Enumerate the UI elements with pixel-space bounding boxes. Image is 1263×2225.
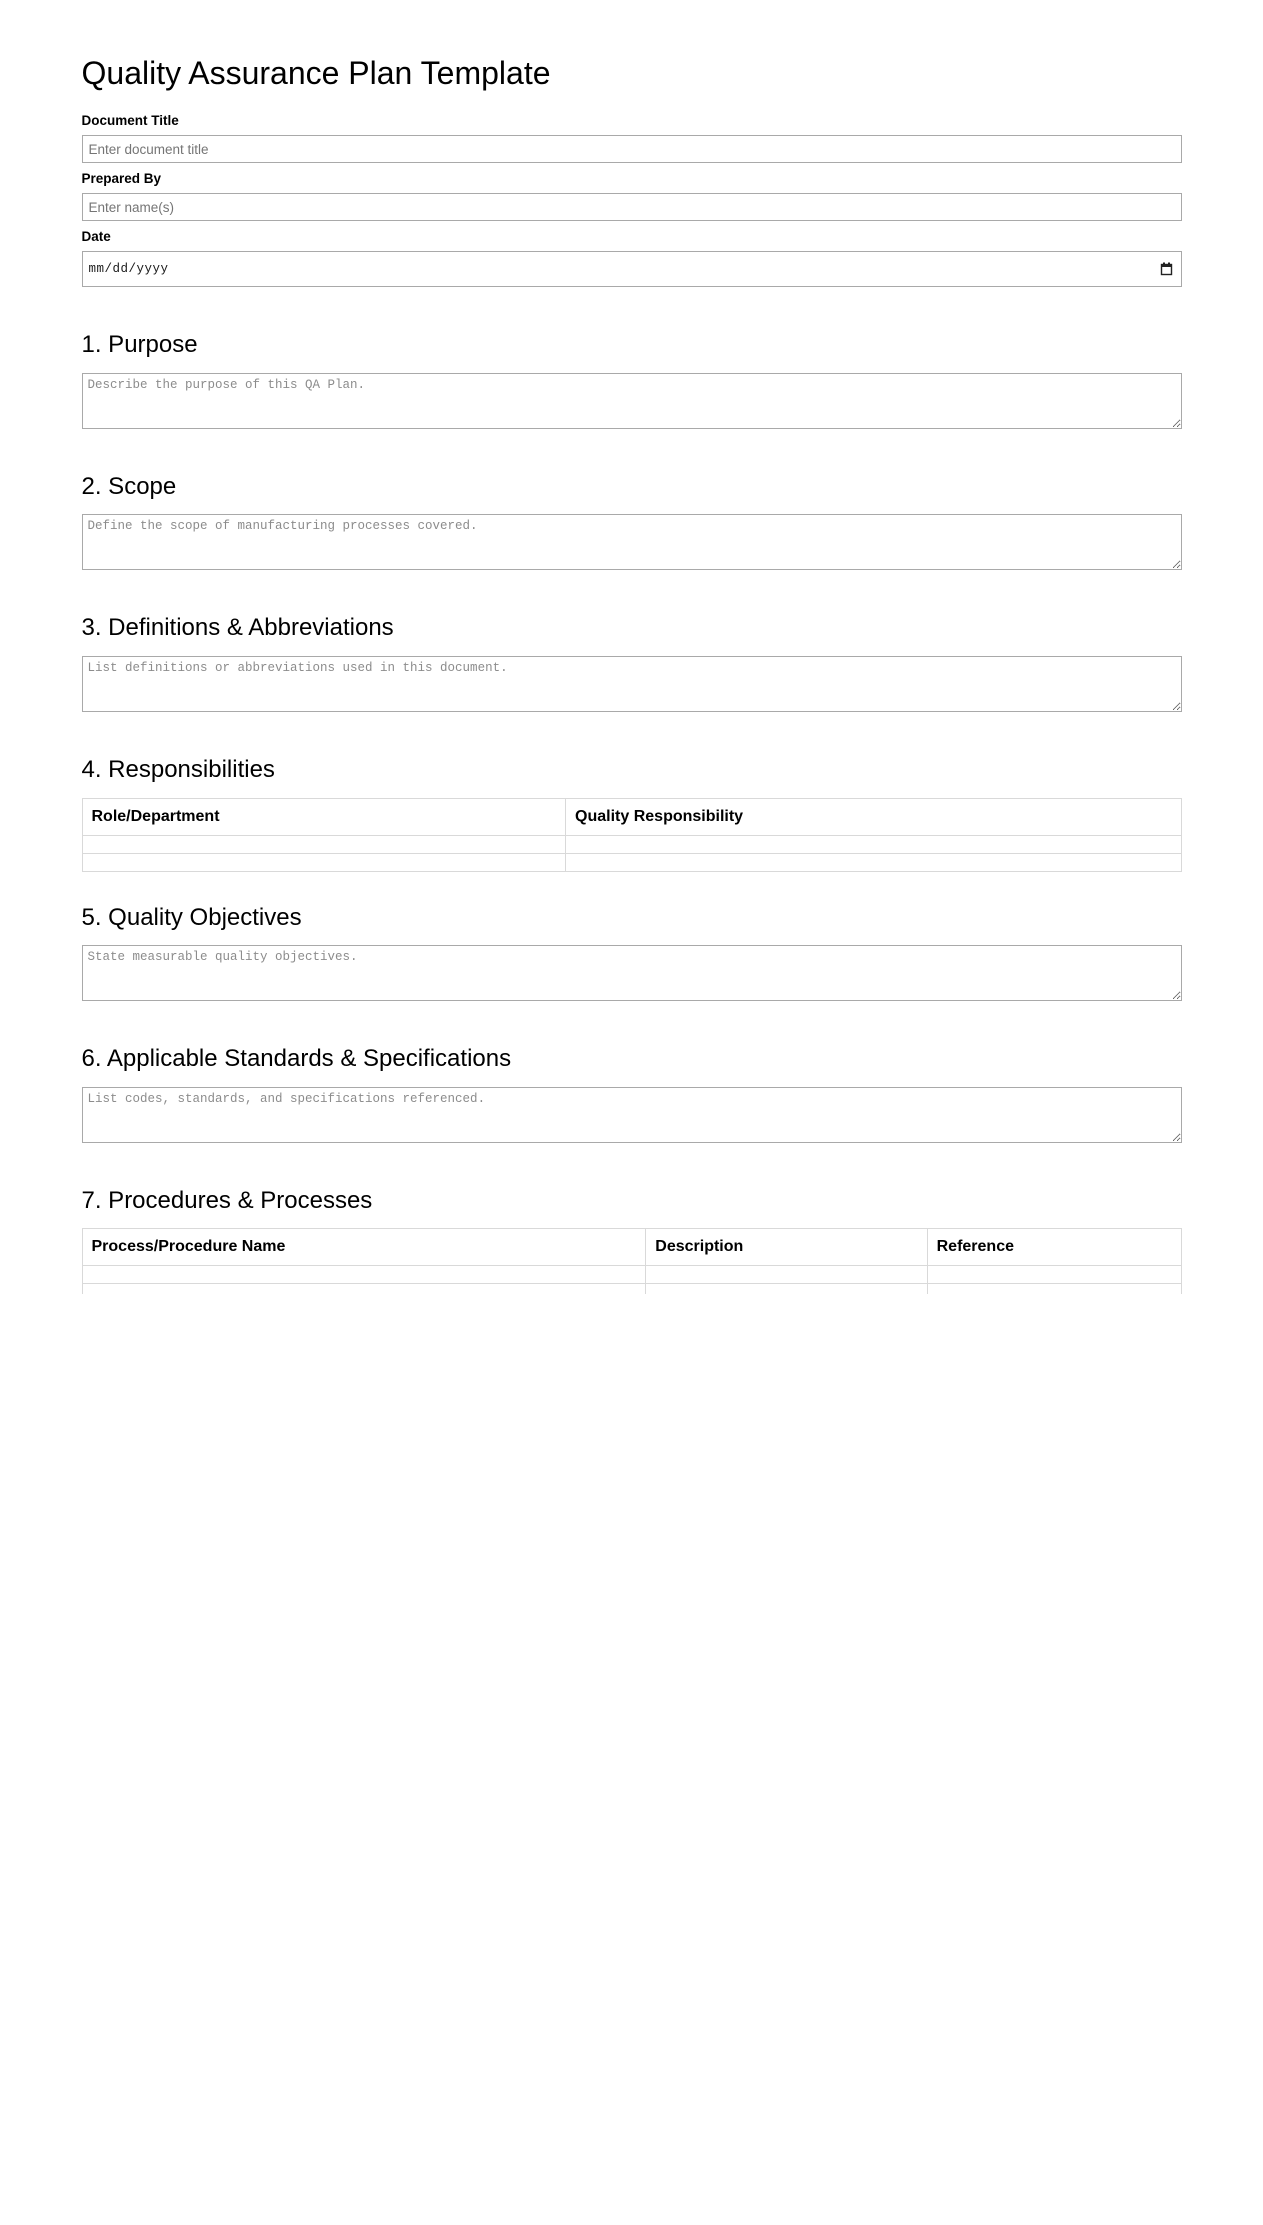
table-header-cell: Quality Responsibility — [566, 798, 1181, 835]
table-cell — [82, 853, 566, 871]
objectives-textarea[interactable] — [82, 945, 1182, 1001]
table-cell — [82, 1266, 646, 1284]
qa-plan-form — [82, 0, 1182, 1294]
table-cell — [646, 1284, 927, 1294]
table-header-cell: Description — [646, 1229, 927, 1266]
table-row — [82, 853, 1181, 871]
date-input[interactable] — [82, 251, 1182, 287]
prepared-by-input[interactable] — [82, 193, 1182, 221]
definitions-heading: 3. Definitions & Abbreviations — [81, 614, 394, 642]
scope-heading: 2. Scope — [81, 472, 177, 500]
table-cell — [927, 1284, 1181, 1294]
responsibilities-heading: 4. Responsibilities — [81, 755, 275, 783]
document-title-input[interactable] — [82, 135, 1182, 163]
prepared-by-label: Prepared By — [81, 171, 162, 187]
table-cell — [927, 1266, 1181, 1284]
purpose-textarea[interactable] — [82, 373, 1182, 429]
document-title-label: Document Title — [81, 113, 179, 129]
table-header-cell: Reference — [927, 1229, 1181, 1266]
table-header-cell: Process/Procedure Name — [82, 1229, 646, 1266]
standards-heading: 6. Applicable Standards & Specifications — [81, 1045, 512, 1073]
table-header-row — [82, 1229, 1181, 1266]
table-header-row — [82, 798, 1181, 835]
table-row — [82, 1266, 1181, 1284]
definitions-textarea[interactable] — [82, 656, 1182, 712]
purpose-heading: 1. Purpose — [81, 331, 198, 359]
date-value: mm/dd/yyyy — [88, 262, 169, 277]
table-header-cell: Role/Department — [82, 798, 566, 835]
page-title: Quality Assurance Plan Template — [81, 55, 551, 91]
scope-textarea[interactable] — [82, 514, 1182, 570]
standards-textarea[interactable] — [82, 1087, 1182, 1143]
table-cell — [566, 835, 1181, 853]
table-cell — [646, 1266, 927, 1284]
procedures-table — [82, 1228, 1182, 1294]
date-label: Date — [81, 229, 111, 245]
prepared-by-group — [82, 171, 1182, 221]
date-group — [82, 229, 1182, 287]
responsibilities-table — [82, 798, 1182, 872]
document-title-group — [82, 113, 1182, 163]
procedures-heading: 7. Procedures & Processes — [81, 1186, 373, 1214]
calendar-icon[interactable] — [1160, 262, 1173, 276]
table-row — [82, 835, 1181, 853]
table-cell — [82, 835, 566, 853]
objectives-heading: 5. Quality Objectives — [81, 903, 302, 931]
table-cell — [82, 1284, 646, 1294]
table-row-cut-off — [82, 1284, 1181, 1294]
table-cell — [566, 853, 1181, 871]
